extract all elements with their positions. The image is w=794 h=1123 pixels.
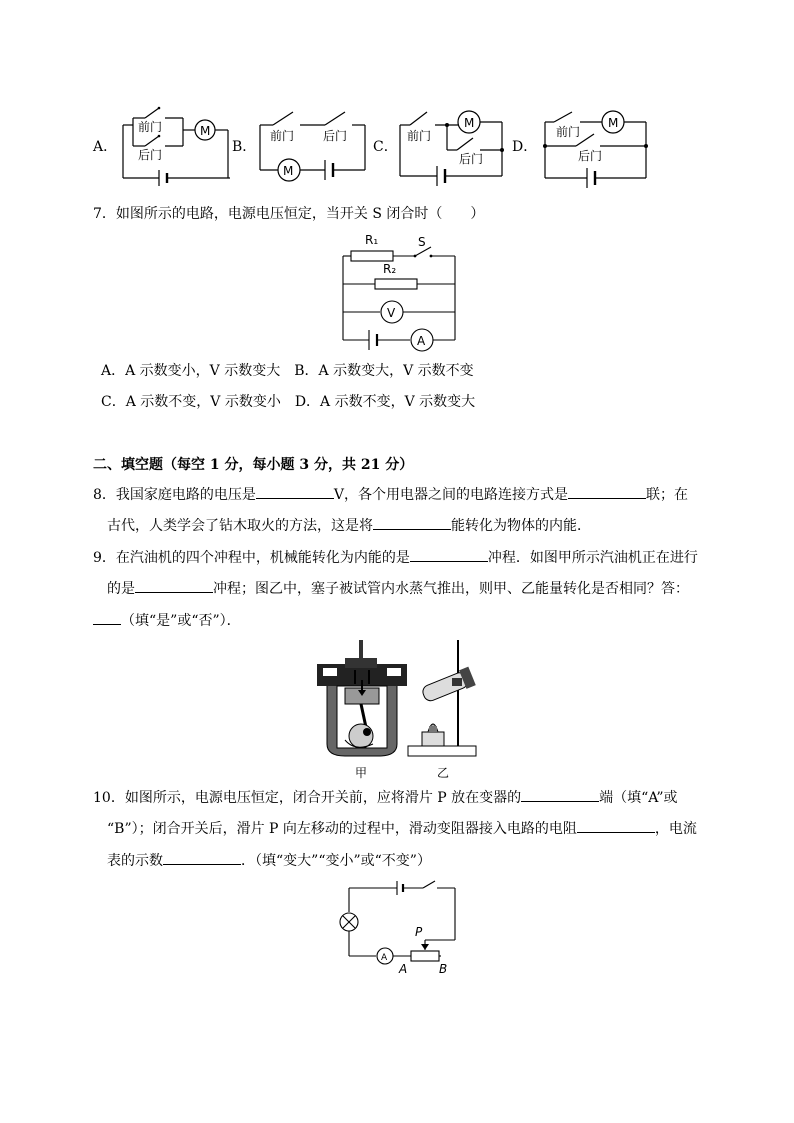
motor-label: M <box>608 116 619 130</box>
q8-text: V，各个用电器之间的电路连接方式是 <box>333 487 569 503</box>
q9-blank-stroke[interactable] <box>410 549 488 562</box>
motor-label: M <box>464 116 475 130</box>
end-b-label: B <box>439 962 448 976</box>
q10-blank-end[interactable] <box>521 789 599 802</box>
figure-label-yi: 乙 <box>437 766 450 780</box>
r1-label: R₁ <box>365 233 379 247</box>
q10-text: ．（填“变大”“变小”或“不变”） <box>241 853 431 869</box>
q7-options-line1: A．A 示数变小，V 示数变大 B．A 示数变大，V 示数不变 <box>101 363 474 379</box>
engine-figure-jia <box>315 636 410 761</box>
q9-text: 的是 <box>107 581 135 597</box>
circuit-b-diagram <box>255 100 375 190</box>
ammeter-label: A <box>381 953 388 963</box>
back-door-label: 后门 <box>578 149 603 163</box>
q8-text: 联；在 <box>646 487 689 503</box>
motor-label: M <box>283 164 294 178</box>
option-d-letter: D． <box>512 139 538 155</box>
back-door-label: 后门 <box>138 148 163 162</box>
front-door-label: 前门 <box>138 120 163 134</box>
q9-line3 <box>93 612 241 630</box>
q9-line2 <box>107 580 689 598</box>
q7-circuit-diagram <box>335 228 465 353</box>
q10-text: “B”）；闭合开关后，滑片 P 向左移动的过程中，滑动变阻器接入电路的电阻 <box>107 821 577 837</box>
q9-text: （填“是”或“否”）． <box>121 613 241 629</box>
ammeter-label: A <box>417 334 426 348</box>
q10-line1 <box>93 789 678 807</box>
end-a-label: A <box>399 962 408 976</box>
r2-label: R₂ <box>383 262 397 276</box>
front-door-label: 前门 <box>556 125 581 139</box>
q9-blank-answer[interactable] <box>93 612 121 625</box>
q8-text: 能转化为物体的内能． <box>451 518 591 534</box>
q10-blank-ammeter[interactable] <box>163 852 241 865</box>
front-door-label: 前门 <box>270 129 295 143</box>
q10-blank-resistance[interactable] <box>577 820 655 833</box>
q9-text: 9．在汽油机的四个冲程中，机械能转化为内能的是 <box>93 550 410 566</box>
q7-stem: 7．如图所示的电路，电源电压恒定，当开关 S 闭合时（ ） <box>93 206 485 222</box>
q8-text: 8．我国家庭电路的电压是 <box>93 487 256 503</box>
back-door-label: 后门 <box>323 129 348 143</box>
q8-blank-voltage[interactable] <box>256 486 334 499</box>
figure-label-jia: 甲 <box>355 766 368 780</box>
q8-line1 <box>93 486 688 504</box>
q9-text: 冲程；图乙中，塞子被试管内水蒸气推出，则甲、乙能量转化是否相同？答： <box>213 581 689 597</box>
circuit-a-diagram <box>115 100 230 190</box>
q10-line2 <box>107 820 697 838</box>
test-tube-figure-yi <box>402 636 482 761</box>
q10-line3 <box>107 852 431 870</box>
switch-s-label: S <box>418 235 426 249</box>
q8-blank-connection[interactable] <box>568 486 646 499</box>
back-door-label: 后门 <box>459 152 484 166</box>
q10-text: 端（填“A”或 <box>599 790 678 806</box>
voltmeter-label: V <box>387 306 396 320</box>
q9-blank-current-stroke[interactable] <box>135 580 213 593</box>
motor-label: M <box>200 124 211 138</box>
slider-p-label: P <box>415 925 423 939</box>
circuit-d-diagram <box>540 100 650 190</box>
option-a-letter: A． <box>93 139 118 155</box>
q10-circuit-diagram <box>335 878 465 978</box>
q7-options-line2: C．A 示数不变，V 示数变小 D．A 示数不变，V 示数变大 <box>101 394 476 410</box>
q10-text: 表的示数 <box>107 853 163 869</box>
q8-text: 古代，人类学会了钻木取火的方法，这是将 <box>107 518 373 534</box>
q8-blank-energy[interactable] <box>373 517 451 530</box>
section-title: 二、填空题（每空 1 分，每小题 3 分，共 21 分） <box>93 457 414 473</box>
q8-line2 <box>107 517 591 535</box>
front-door-label: 前门 <box>407 129 432 143</box>
circuit-c-diagram <box>395 100 510 190</box>
option-b-letter: B． <box>232 139 257 155</box>
option-c-letter: C． <box>373 139 398 155</box>
q9-line1 <box>93 549 698 567</box>
q10-text: ，电流 <box>654 821 697 837</box>
q10-text: 10．如图所示，电源电压恒定，闭合开关前，应将滑片 P 放在变器的 <box>93 790 522 806</box>
q9-text: 冲程．如图甲所示汽油机正在进行 <box>487 550 698 566</box>
